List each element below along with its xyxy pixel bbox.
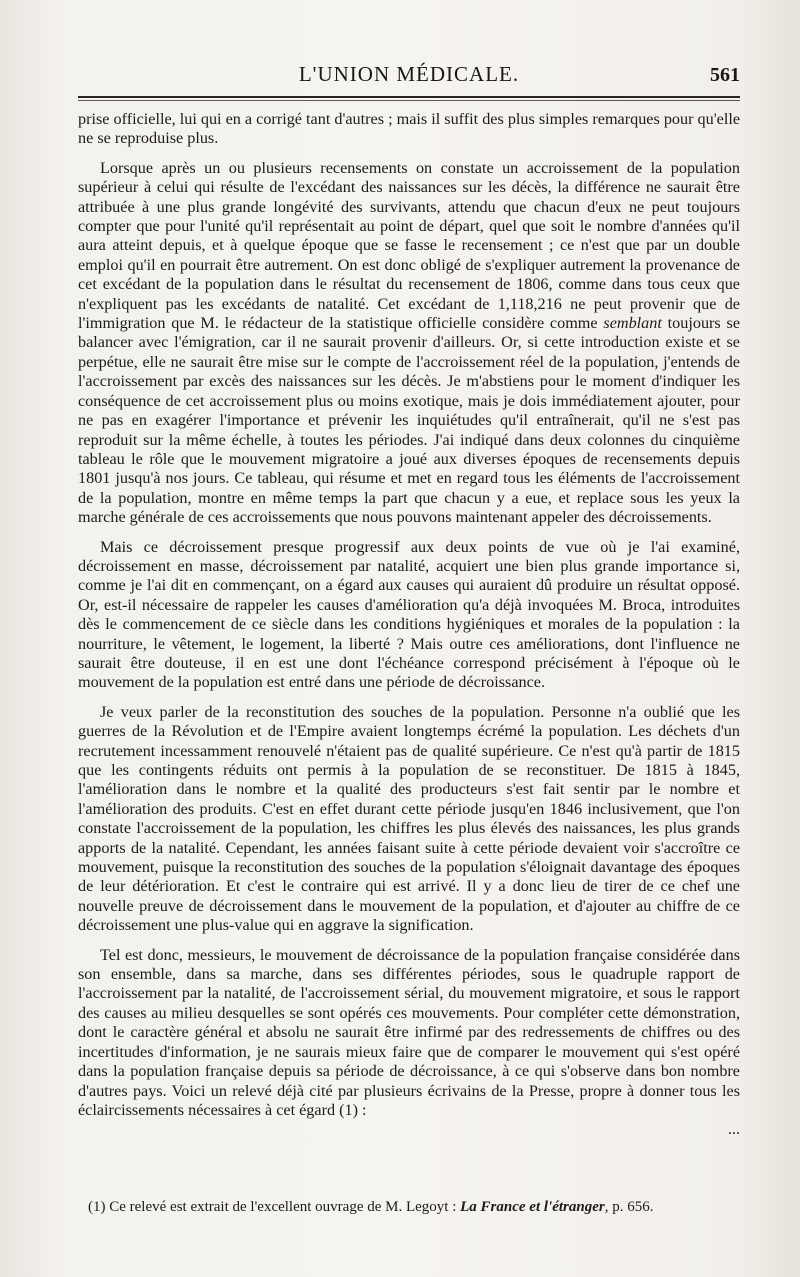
paragraph-4: Je veux parler de la reconstitution des souches de la population. Personne n'a oublié que les guerres de la Révolution et de l'Empire avaient longtemps écrémé la population. Les déchets d'un recrutement incessamment renouvelé n'étaient pas de qualité supérieure. Ce n'est qu'à partir de 1815 que les contingents réduits ont permis à la population de se reconstituer. De 1815 à 1845, l'amélioration dans le nombre et la qualité des producteurs s'est fait sentir par le nombre et l'amélioration des produits. C'est en effet durant cette période jusqu'en 1846 inclusivement, que l'on constate l'accroissement de la population, les chiffres les plus élevés des naissances, les plus grands apports de la natalité. Cependant, les années faisant suite à cette période devaient voir s'accroître ce mouvement, puisque la reconstitution des souches de la population s'éloignait davantage des époques de leur détérioration. Et c'est le contraire qui est arrivé. Il y a donc lieu de tirer de ce chef une nouvelle preuve de décroissement dans le mouvement de la population, et d'ajouter au chiffre de ce décroissement une plus-value qui en aggrave la signification.: [78, 702, 740, 935]
running-title: L'UNION MÉDICALE.: [298, 62, 520, 86]
footnote: [88, 1198, 740, 1216]
paragraph-2-part-a: Lorsque après un ou plusieurs recensements on constate un accroissement de la population supérieur à celui qui résulte de l'excédant des naissances sur les décès, la différence ne saurait être attribuée à une plus grande longévité des survivants, attendu que chacun d'eux ne peut toujours compter que pour l'unité qu'il représentait au point de départ, quel que soit le nombre d'années qu'il aura atteint depuis, et à quelque époque que se fasse le recensement ; ce n'est que par un double emploi qu'il en pourrait être autrement. On est donc obligé de s'expliquer autrement la provenance de cet excédant de la population dans le résultat du recensement de 1806, comme dans tous ceux que n'expliquent pas les excédants de natalité. Cet excédant de 1,118,216 ne peut provenir que de l'immigration que M. le rédacteur de la statistique officielle considère comme: [78, 158, 740, 333]
paragraph-2: [78, 159, 740, 528]
paragraph-1: prise officielle, lui qui en a corrigé tant d'autres ; mais il suffit des plus simples remarques pour qu'elle ne se reproduise plus.: [78, 110, 741, 148]
footnote-text-a: (1) Ce relevé est extrait de l'excellent ouvrage de M. Legoyt :: [88, 1199, 457, 1215]
emphasis-semblant: semblant: [603, 314, 662, 333]
paragraph-2-part-b: toujours se balancer avec l'émigration, car il ne saurait provenir d'ailleurs. Or, si cette introduction existe et se perpétue, elle ne saurait être mise sur le compte de l'accroissement réel de la population, j'entends de l'accroissement par excès des naissances sur les décès. Je m'abstiens pour le moment d'indiquer les conséquence de cet accroissement plus ou moins exotique, mais je dois immédiatement ajouter, pour ne pas en exagérer l'importance et prévenir les inquiétudes qu'il entraînerait, qu'il ne s'est pas reproduit sur la même échelle, à toutes les périodes. J'ai indiqué dans deux colonnes du cinquième tableau le rôle que le mouvement migratoire a joué aux diverses époques de recensements depuis 1801 jusqu'à nos jours. Ce tableau, qui résume et met en regard tous les éléments de l'accroissement de la population, montre en même temps la part que chacun y a eue, et replace sous les yeux la marche générale de ces accroissements que nous pouvons maintenant appeler des décroissements.: [78, 314, 741, 527]
footnote-title: La France et l'étranger: [460, 1199, 605, 1215]
header-rule: [78, 96, 740, 98]
body-text: [78, 110, 740, 1150]
paragraph-3: Mais ce décroissement presque progressif aux deux points de vue où je l'ai examiné, décroissement en masse, décroissement par natalité, acquiert une bien plus grande importance si, comme je l'ai dit en commençant, on a égard aux causes qui auraient dû produire un résultat opposé. Or, est-il nécessaire de rappeler les causes d'amélioration qu'a déjà invoquées M. Broca, introduites dès le commencement de ce siècle dans les conditions hygiéniques et morales de la population : la nourriture, le vêtement, le logement, la liberté ? Mais outre ces améliorations, dont l'influence ne saurait être douteuse, il en est une dont l'échéance correspond précisément à l'époque où le mouvement de la population est entré dans une période de décroissance.: [78, 537, 740, 692]
paragraph-5: [78, 946, 740, 1140]
paragraph-5-text: Tel est donc, messieurs, le mouvement de décroissance de la population française considérée dans son ensemble, dans sa marche, dans ses différentes périodes, sous le quadruple rapport de l'accroissement par la natalité, de l'accroissement sérial, du mouvement migratoire, et sous le rapport des causes au milieu desquelles se sont opérés ces mouvements. Pour compléter cette démonstration, dont le caractère général et absolu ne saurait être infirmé par des redressements de chiffres ou des incertitudes d'information, je ne saurais mieux faire que de comparer le mouvement qui s'est opéré dans la population française depuis sa période de décroissance, à ce qui s'observe dans bon nombre d'autres pays. Voici un relevé déjà cité par plusieurs écrivains de la Presse, propre à donner tous les éclaircissements nécessaires à cet égard (1) :: [78, 945, 740, 1119]
page-header: [78, 62, 740, 96]
footnote-text-b: , p. 656.: [604, 1199, 654, 1215]
page-number: 561: [710, 64, 740, 86]
header-rule-thin: [78, 100, 740, 101]
paragraph-5-dots: ...: [727, 1120, 740, 1139]
